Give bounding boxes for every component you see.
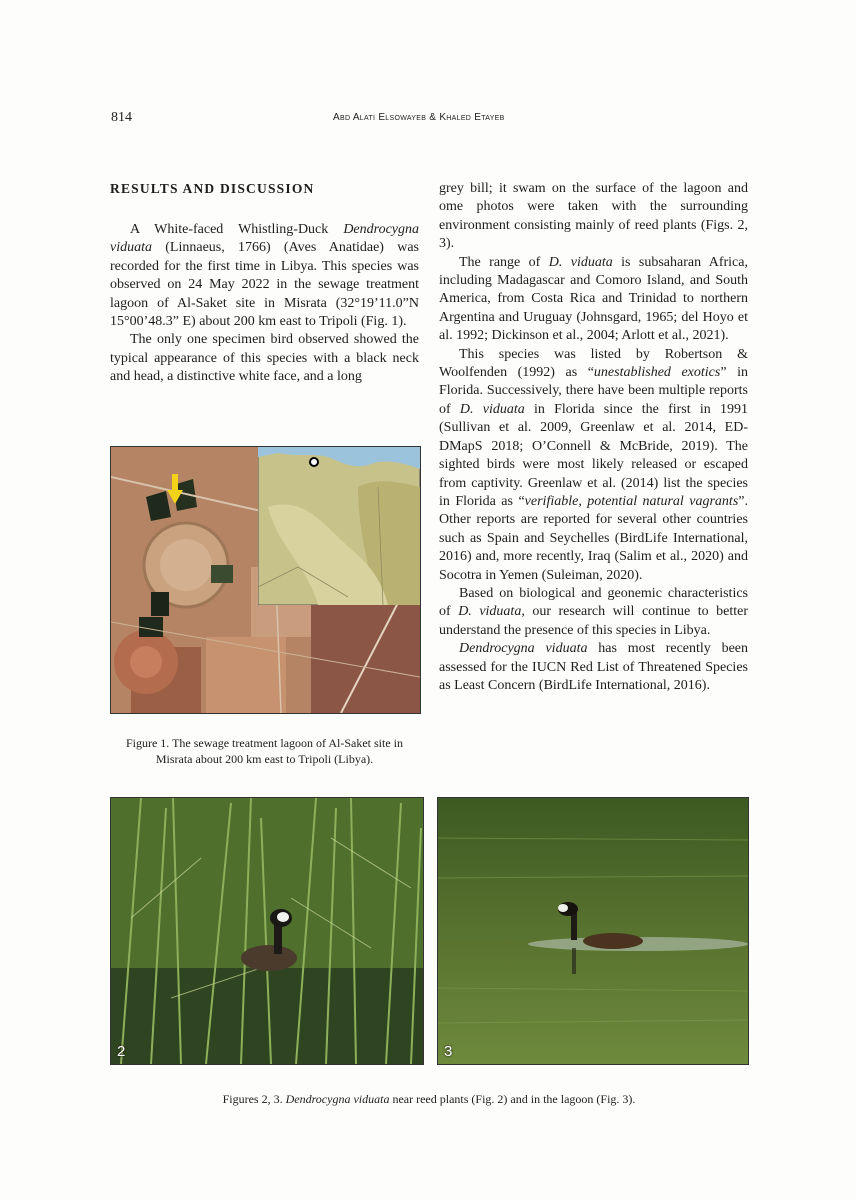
reed-photo (111, 798, 423, 1064)
figure-2-photo (110, 797, 424, 1065)
paragraph-intro: A White-faced Whistling-Duck Dendrocygna viduata (Linnaeus, 1766) (Aves Anatidae) was recorded for the first time in Libya. This species was observed on 24 May 2022 in the sewage treatment lagoon of Al-Saket site in Misrata (32°19’11.0”N 15°00’48.3” E) about 200 km east to Tripoli (Fig. 1). (110, 222, 419, 330)
left-column-text (110, 221, 419, 387)
paragraph-description: The only one specimen bird observed showed the typical appearance of this species with a black neck and head, a distinctive white face, and a long (110, 332, 419, 385)
libya-map-inset (258, 447, 420, 605)
location-arrow-icon (167, 474, 183, 504)
figure-1-caption: Figure 1. The sewage treatment lagoon of Al-Saket site in Misrata about 200 km east to Tripoli (Libya). (125, 736, 404, 766)
figure-2-number: 2 (117, 1043, 126, 1060)
running-header-authors: Abd Alati Elsowayeb & Khaled Etayeb (333, 112, 505, 123)
paragraph-range: The range of D. viduata is subsaharan Africa, including Madagascar and Comoro Island, and South America, from Costa Rica and Trinidad to northern Argentina and Uruguay (Johnsgard, 1965; del Hoyo et al. 1992; Dickinson et al., 2004; Arlott et al., 2021). (439, 254, 748, 344)
paragraph-florida: This species was listed by Robertson & Woolfenden (1992) as “unestablished exotics” in Florida. Successively, there have been multiple reports of D. viduata in Florida since the first in 1991 (Sullivan et al. 2009, Greenlaw et al. 2014, ED-DMapS 2018; O’Connell & McBride, 2019). The sighted birds were most likely released or escaped from captivity. Greenlaw et al. (2014) list the species in Florida as “verifiable, potential natural vagrants”. Other reports are reported for several other countries such as Spain and Seychelles (BirdLife International, 2016) and, more recently, Iraq (Salim et al., 2020) and Socotra in Yemen (Suleiman, 2020). (439, 346, 748, 583)
page-number: 814 (111, 110, 132, 125)
section-heading: RESULTS AND DISCUSSION (110, 181, 315, 196)
right-column-text (439, 180, 748, 695)
paragraph-research: Based on biological and geonemic characteristics of D. viduata, our research will continue to better understand the presence of this species in Libya. (439, 585, 748, 638)
figures-2-3-caption: Figures 2, 3. Dendrocygna viduata near reed plants (Fig. 2) and in the lagoon (Fig. 3). (222, 1092, 636, 1106)
paragraph-continued: grey bill; it swam on the surface of the lagoon and ome photos were taken with the surrounding environment consisting mainly of reed plants (Figs. 2, 3). (439, 181, 748, 252)
paragraph-iucn: Dendrocygna viduata has most recently been assessed for the IUCN Red List of Threatened Species as Least Concern (BirdLife International, 2016). (439, 641, 748, 693)
figure-3-photo (437, 797, 749, 1065)
figure-1-satellite-map (110, 446, 421, 714)
figure-3-number: 3 (444, 1043, 453, 1060)
lagoon-photo (438, 798, 748, 1064)
